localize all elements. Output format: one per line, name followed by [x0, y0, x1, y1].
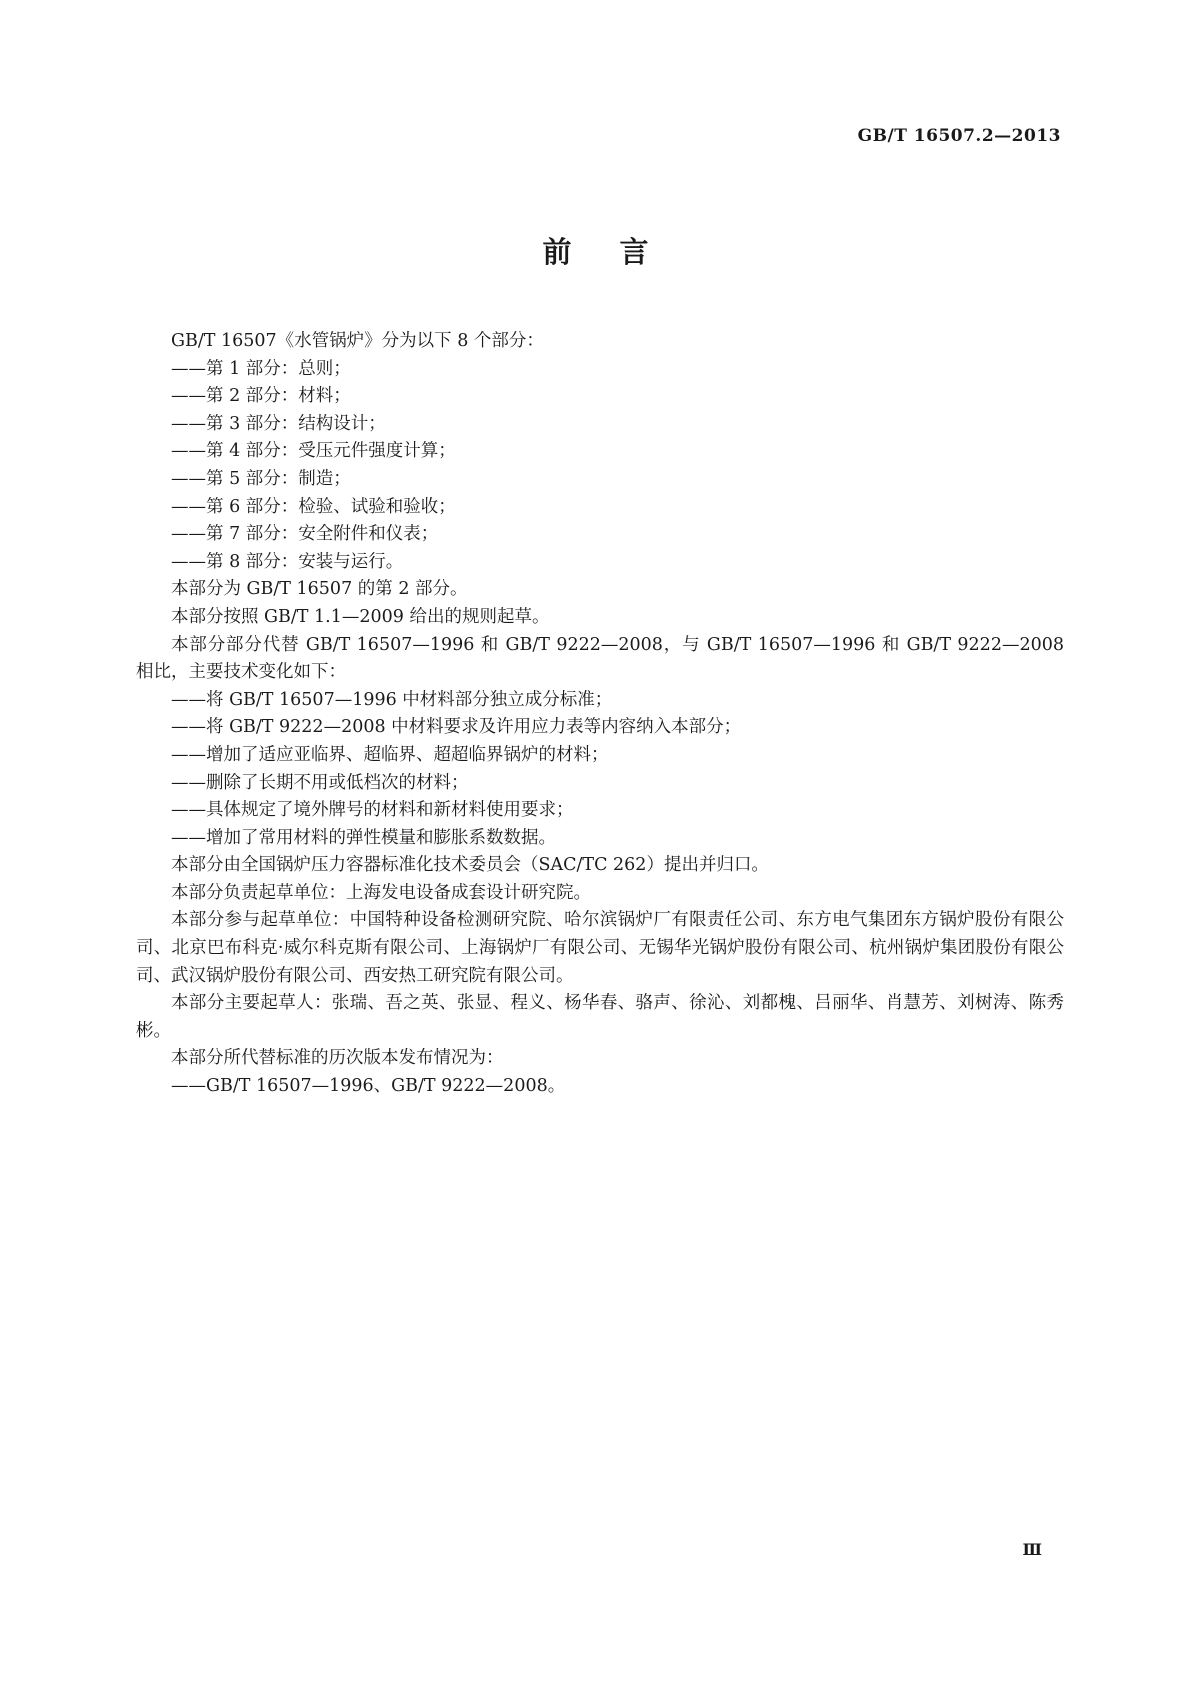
paragraph: 本部分参与起草单位：中国特种设备检测研究院、哈尔滨锅炉厂有限责任公司、东方电气集团东方锅炉股份有限公司、北京巴布科克·威尔科克斯有限公司、上海锅炉厂有限公司、无锡华光锅炉股份有限公司、杭州锅炉集团股份有限公司、武汉锅炉股份有限公司、西安热工研究院有限公司。	[136, 910, 1064, 986]
list-item: ——删除了长期不用或低档次的材料；	[171, 772, 469, 793]
list-item: ——增加了常用材料的弹性模量和膨胀系数数据。	[171, 827, 556, 848]
paragraph: 本部分部分代替 GB/T 16507—1996 和 GB/T 9222—2008，与 GB/T 16507—1996 和 GB/T 9222—2008 相比，主要技术变化如下：	[136, 634, 1064, 683]
list-item: ——第 1 部分：总则；	[171, 358, 351, 379]
list-item: ——第 7 部分：安全附件和仪表；	[171, 524, 439, 545]
paragraph: 本部分主要起草人：张瑞、吾之英、张显、程义、杨华春、骆声、徐沁、刘都槐、吕丽华、肖慧芳、刘树涛、陈秀彬。	[136, 993, 1064, 1041]
page-number: Ⅲ	[1022, 1540, 1042, 1559]
list-item: ——将 GB/T 16507—1996 中材料部分独立成分标准；	[171, 689, 613, 710]
paragraph: 本部分负责起草单位：上海发电设备成套设计研究院。	[171, 882, 591, 903]
list-item: ——增加了适应亚临界、超临界、超超临界锅炉的材料；	[171, 744, 609, 765]
list-item: ——将 GB/T 9222—2008 中材料要求及许用应力表等内容纳入本部分；	[171, 717, 742, 738]
list-item: ——具体规定了境外牌号的材料和新材料使用要求；	[171, 800, 574, 821]
list-item: ——第 4 部分：受压元件强度计算；	[171, 441, 456, 462]
list-item: ——第 2 部分：材料；	[171, 386, 351, 407]
standard-code: GB/T 16507.2—2013	[857, 126, 1061, 146]
list-item: ——第 3 部分：结构设计；	[171, 413, 386, 434]
list-item: ——第 5 部分：制造；	[171, 468, 351, 489]
list-item: ——第 8 部分：安装与运行。	[171, 551, 404, 572]
list-item: ——第 6 部分：检验、试验和验收；	[171, 496, 456, 517]
paragraph: 本部分所代替标准的历次版本发布情况为：	[171, 1048, 504, 1069]
paragraph: 本部分由全国锅炉压力容器标准化技术委员会（SAC/TC 262）提出并归口。	[171, 855, 769, 876]
paragraph: GB/T 16507《水管锅炉》分为以下 8 个部分：	[171, 331, 544, 351]
list-item: ——GB/T 16507—1996、GB/T 9222—2008。	[171, 1076, 566, 1097]
foreword-body	[136, 328, 1064, 1101]
page-title: 前言	[542, 235, 697, 269]
paragraph: 本部分按照 GB/T 1.1—2009 给出的规则起草。	[171, 606, 550, 627]
paragraph: 本部分为 GB/T 16507 的第 2 部分。	[171, 579, 468, 600]
